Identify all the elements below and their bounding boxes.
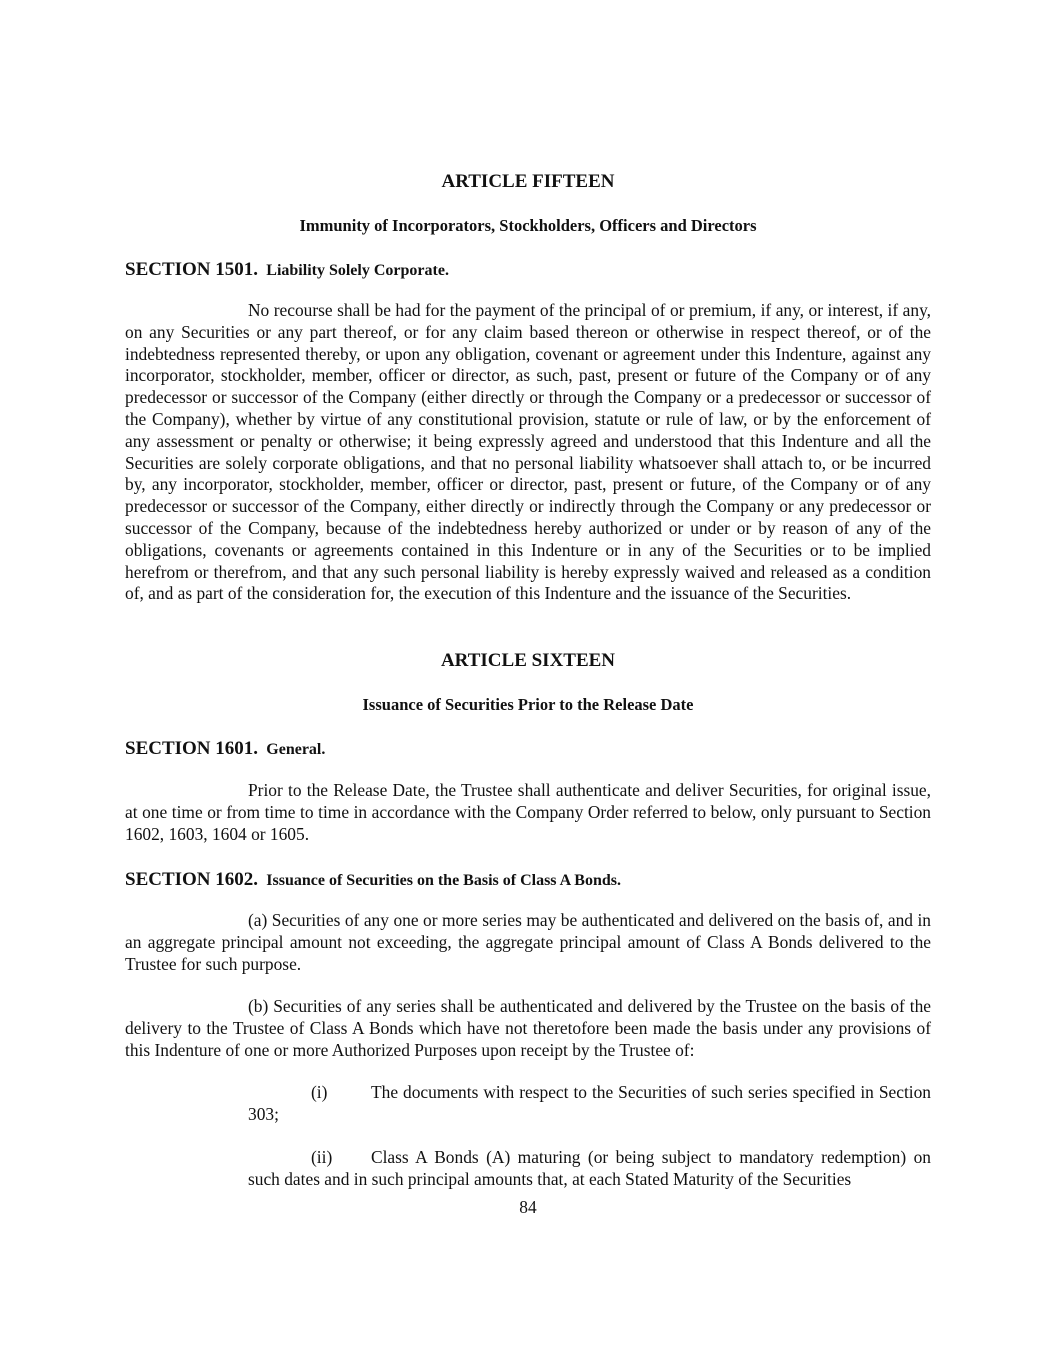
- section-1601-number: SECTION 1601.: [125, 738, 259, 759]
- section-1501-heading: [125, 259, 931, 282]
- section-1501-number: SECTION 1501.: [125, 259, 259, 280]
- section-1602-item-i: [248, 1082, 931, 1126]
- section-1602-name: Issuance of Securities on the Basis of Class A Bonds.: [266, 872, 621, 889]
- article-fifteen-title: ARTICLE FIFTEEN: [441, 171, 615, 192]
- article-sixteen-subtitle: Issuance of Securities Prior to the Release Date: [362, 695, 694, 714]
- item-ii-text: Class A Bonds (A) maturing (or being subject to mandatory redemption) on such dates and in such principal amounts that, at each Stated Maturity of the Securities: [248, 1147, 931, 1189]
- section-1601-heading: [125, 738, 931, 761]
- article-sixteen-title: ARTICLE SIXTEEN: [440, 650, 616, 671]
- section-1602-number: SECTION 1602.: [125, 869, 259, 890]
- section-1501-body: No recourse shall be had for the payment of the principal of or premium, if any, or interest, if any, on any Securities or any part thereof, or for any claim based thereon or otherwise in respect thereof, or of the indebtedness represented thereby, or upon any obligation, covenant or agreement under this Indenture, against any incorporator, stockholder, member, officer or director, as such, past, present or future of the Company or of any predecessor or successor of the Company (either directly or through the Company or a predecessor or successor of the Company), whether by virtue of any constitutional provision, statute or rule of law, or by the enforcement of any assessment or penalty or otherwise; it being expressly agreed and understood that this Indenture and all the Securities are solely corporate obligations, and that no personal liability whatsoever shall attach to, or be incurred by, any incorporator, stockholder, member, officer or director, past, present or future, of the Company or of any predecessor or successor of the Company, either directly or indirectly through the Company or any predecessor or successor of the Company, because of the indebtedness hereby authorized or under or by reason of any of the obligations, covenants or agreements contained in this Indenture or in any of the Securities or to be implied herefrom or therefrom, and that any such personal liability is hereby expressly waived and released as a condition of, and as part of the consideration for, the execution of this Indenture and the issuance of the Securities.: [125, 300, 931, 604]
- section-1602-item-ii: [248, 1147, 931, 1191]
- section-1601-name: General.: [266, 741, 326, 758]
- item-i-text: The documents with respect to the Securities of such series specified in Section 303;: [248, 1082, 931, 1124]
- section-1501-name: Liability Solely Corporate.: [266, 262, 449, 279]
- article-fifteen-subtitle: Immunity of Incorporators, Stockholders, Officers and Directors: [299, 216, 757, 235]
- section-1602-heading: [125, 869, 931, 892]
- section-1601-body: Prior to the Release Date, the Trustee shall authenticate and deliver Securities, for original issue, at one time or from time to time in accordance with the Company Order referred to below, only pursuant to Section 1602, 1603, 1604 or 1605.: [125, 780, 931, 844]
- item-i-label: (i): [311, 1082, 328, 1102]
- section-1602-paragraph-a: (a) Securities of any one or more series may be authenticated and delivered on the basis of, and in an aggregate principal amount not exceeding, the aggregate principal amount of Class A Bonds delivered to the Trustee for such purpose.: [125, 910, 931, 974]
- section-1602-paragraph-b: (b) Securities of any series shall be authenticated and delivered by the Trustee on the basis of the delivery to the Trustee of Class A Bonds which have not theretofore been made the basis under any provisions of this Indenture of one or more Authorized Purposes upon receipt by the Trustee of:: [125, 996, 931, 1060]
- item-ii-label: (ii): [311, 1147, 333, 1167]
- page-number: 84: [519, 1197, 537, 1217]
- document-page: [125, 0, 931, 1365]
